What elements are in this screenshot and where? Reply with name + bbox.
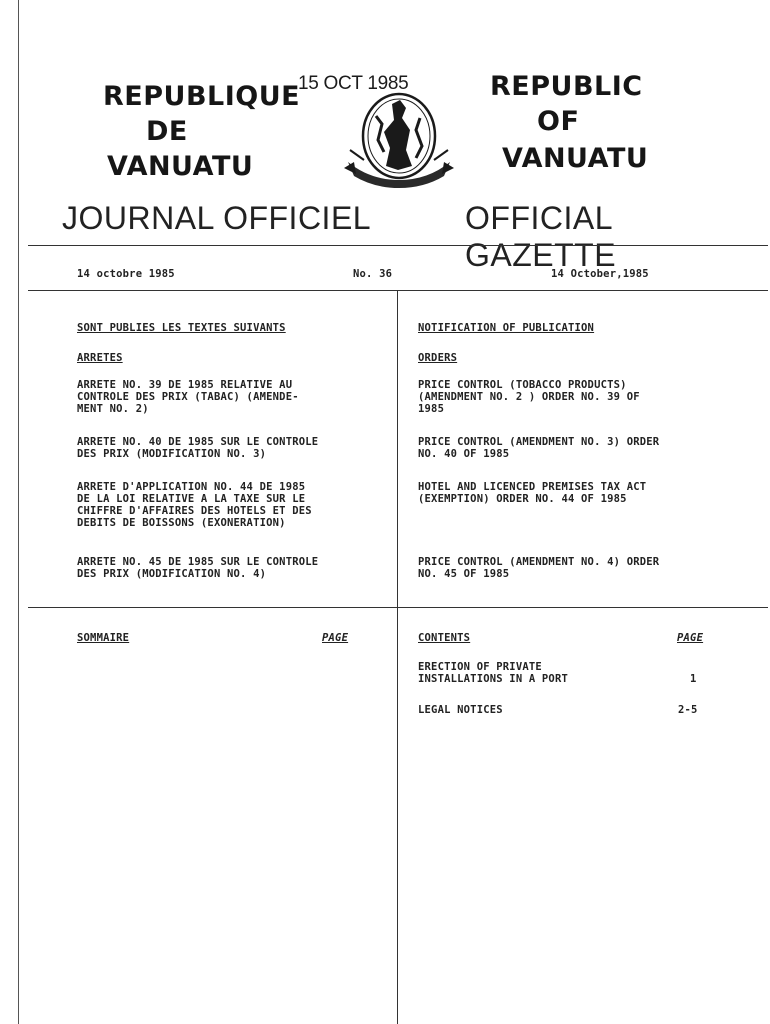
sommaire-page-label: PAGE: [322, 632, 349, 644]
publications-en-subheading: ORDERS: [418, 352, 458, 364]
publication-fr-item: ARRETE NO. 40 DE 1985 SUR LE CONTROLE DES PRIX (MODIFICATION NO. 3): [77, 436, 319, 460]
dateline-date-fr: 14 octobre 1985: [77, 268, 175, 280]
contents-entry-page: 2-5: [678, 704, 698, 716]
journal-title: JOURNAL OFFICIEL: [62, 200, 372, 236]
publications-fr-subheading: ARRETES: [77, 352, 123, 364]
gazette-title: OFFICIAL GAZETTE: [465, 200, 617, 273]
date-stamp: 15 OCT 1985: [298, 73, 409, 94]
contents-heading: CONTENTS: [418, 632, 471, 644]
english-title-line3: VANUATU: [502, 143, 649, 174]
french-title-line3: VANUATU: [107, 151, 254, 182]
contents-entry-page: 1: [690, 673, 697, 685]
contents-rule: [28, 607, 768, 608]
publication-en-item: PRICE CONTROL (AMENDMENT NO. 4) ORDER NO. 45 OF 1985: [418, 556, 660, 580]
contents-entry-title: ERECTION OF PRIVATE INSTALLATIONS IN A PORT: [418, 661, 568, 685]
dateline-issue-number: No. 36: [353, 268, 393, 280]
french-title-line1: REPUBLIQUE: [103, 81, 301, 112]
dateline-date-en: 14 October,1985: [551, 268, 649, 280]
binding-edge-line: [18, 0, 19, 1024]
masthead-rule: [28, 245, 768, 246]
publication-fr-item: ARRETE NO. 45 DE 1985 SUR LE CONTROLE DES PRIX (MODIFICATION NO. 4): [77, 556, 319, 580]
dateline-rule: [28, 290, 768, 291]
publications-en-heading: NOTIFICATION OF PUBLICATION: [418, 322, 595, 334]
publications-fr-heading: SONT PUBLIES LES TEXTES SUIVANTS: [77, 322, 286, 334]
contents-page-label: PAGE: [677, 632, 704, 644]
publication-fr-item: ARRETE D'APPLICATION NO. 44 DE 1985 DE LA LOI RELATIVE A LA TAXE SUR LE CHIFFRE D'AFFAIRES DES HOTELS ET DES DEBITS DE BOISSONS (EXONERATION): [77, 481, 312, 529]
publication-en-item: PRICE CONTROL (AMENDMENT NO. 3) ORDER NO. 40 OF 1985: [418, 436, 660, 460]
publication-en-item: HOTEL AND LICENCED PREMISES TAX ACT (EXEMPTION) ORDER NO. 44 OF 1985: [418, 481, 647, 505]
sommaire-heading: SOMMAIRE: [77, 632, 130, 644]
contents-entry-title: LEGAL NOTICES: [418, 704, 503, 716]
vanuatu-coat-of-arms-icon: [340, 90, 458, 190]
english-title-line1: REPUBLIC: [490, 71, 643, 102]
french-title-line2: DE: [146, 116, 188, 147]
publication-fr-item: ARRETE NO. 39 DE 1985 RELATIVE AU CONTROLE DES PRIX (TABAC) (AMENDE- MENT NO. 2): [77, 379, 299, 415]
publication-en-item: PRICE CONTROL (TOBACCO PRODUCTS) (AMENDMENT NO. 2 ) ORDER NO. 39 OF 1985: [418, 379, 640, 415]
column-divider: [397, 290, 398, 1024]
english-title-line2: OF: [537, 106, 580, 137]
